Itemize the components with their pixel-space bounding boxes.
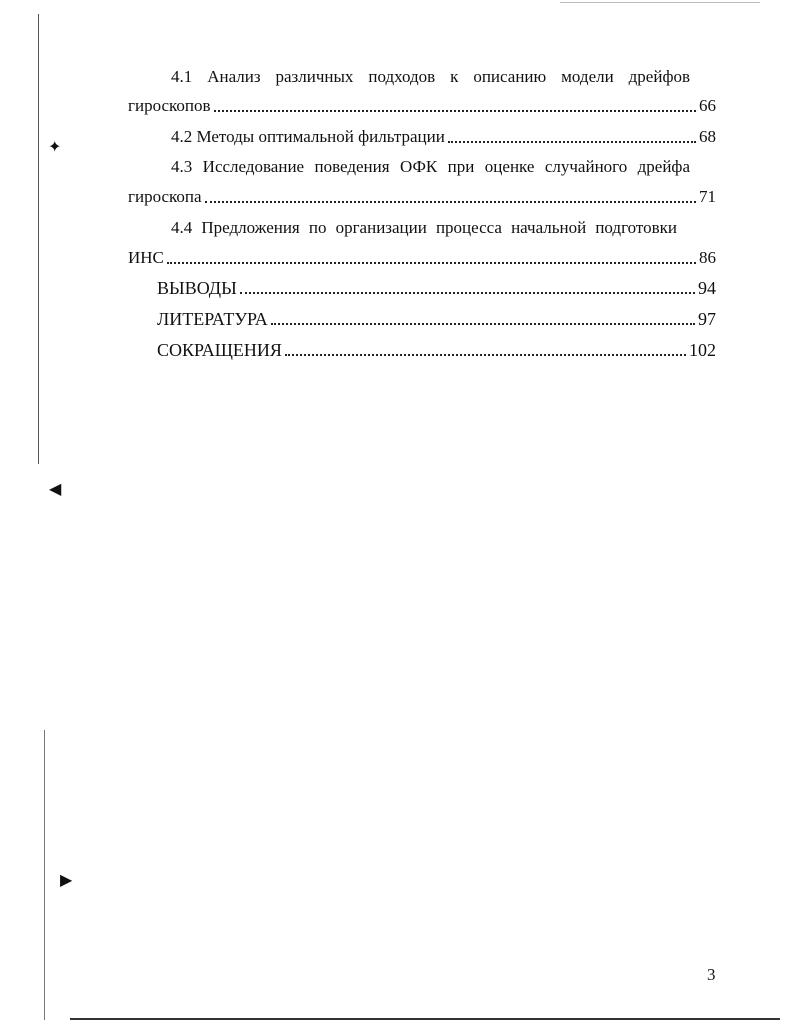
- toc-entry-4-3-line2: [128, 186, 716, 208]
- toc-entry-4-1-line2: [128, 95, 716, 117]
- toc-page-number: 97: [698, 309, 716, 329]
- leader-dots: [205, 200, 696, 203]
- toc-entry-text: ИНС: [128, 248, 164, 267]
- toc-entry-text: СОКРАЩЕНИЯ: [157, 340, 282, 360]
- toc-entry-text: 4.2 Методы оптимальной фильтрации: [171, 127, 445, 146]
- punch-hole-mark-top: ✦: [48, 139, 62, 156]
- toc-page-number: 68: [699, 127, 716, 146]
- leader-dots: [448, 140, 696, 143]
- page-number: 3: [707, 965, 716, 984]
- toc-entry-text: гироскопа: [128, 187, 202, 206]
- toc-entry-text: гироскопов: [128, 96, 211, 115]
- toc-entry-4-4-line2: [128, 247, 716, 269]
- punch-hole-mark-bottom: ▶: [60, 872, 73, 889]
- toc-page-number: 102: [689, 340, 716, 360]
- toc-entry-4-1-line1: 4.1 Анализ различных подходов к описанию модели дрейфов: [171, 67, 690, 86]
- scan-left-margin-line-lower: [44, 730, 45, 1020]
- toc-entry-abbreviations: [157, 339, 716, 361]
- leader-dots: [285, 353, 686, 356]
- toc-entry-literature: [157, 308, 716, 330]
- punch-hole-mark-middle: ◀: [49, 481, 62, 498]
- toc-entry-text: ЛИТЕРАТУРА: [157, 309, 268, 329]
- scan-bottom-edge-line: [70, 1018, 780, 1020]
- toc-entry-4-2: [171, 126, 716, 148]
- leader-dots: [167, 261, 696, 264]
- scan-top-edge-line: [560, 2, 760, 3]
- toc-page-number: 94: [698, 278, 716, 298]
- toc-entry-text: ВЫВОДЫ: [157, 278, 237, 298]
- leader-dots: [214, 109, 696, 112]
- toc-entry-4-3-line1: 4.3 Исследование поведения ОФК при оценке случайного дрейфа: [171, 157, 690, 176]
- toc-entry-conclusions: [157, 277, 716, 299]
- leader-dots: [271, 322, 695, 325]
- toc-page-number: 71: [699, 187, 716, 206]
- scan-left-margin-line: [38, 14, 39, 464]
- toc-page-number: 66: [699, 96, 716, 115]
- toc-page-number: 86: [699, 248, 716, 267]
- leader-dots: [240, 291, 695, 294]
- toc-entry-4-4-line1: 4.4 Предложения по организации процесса начальной подготовки: [171, 218, 677, 237]
